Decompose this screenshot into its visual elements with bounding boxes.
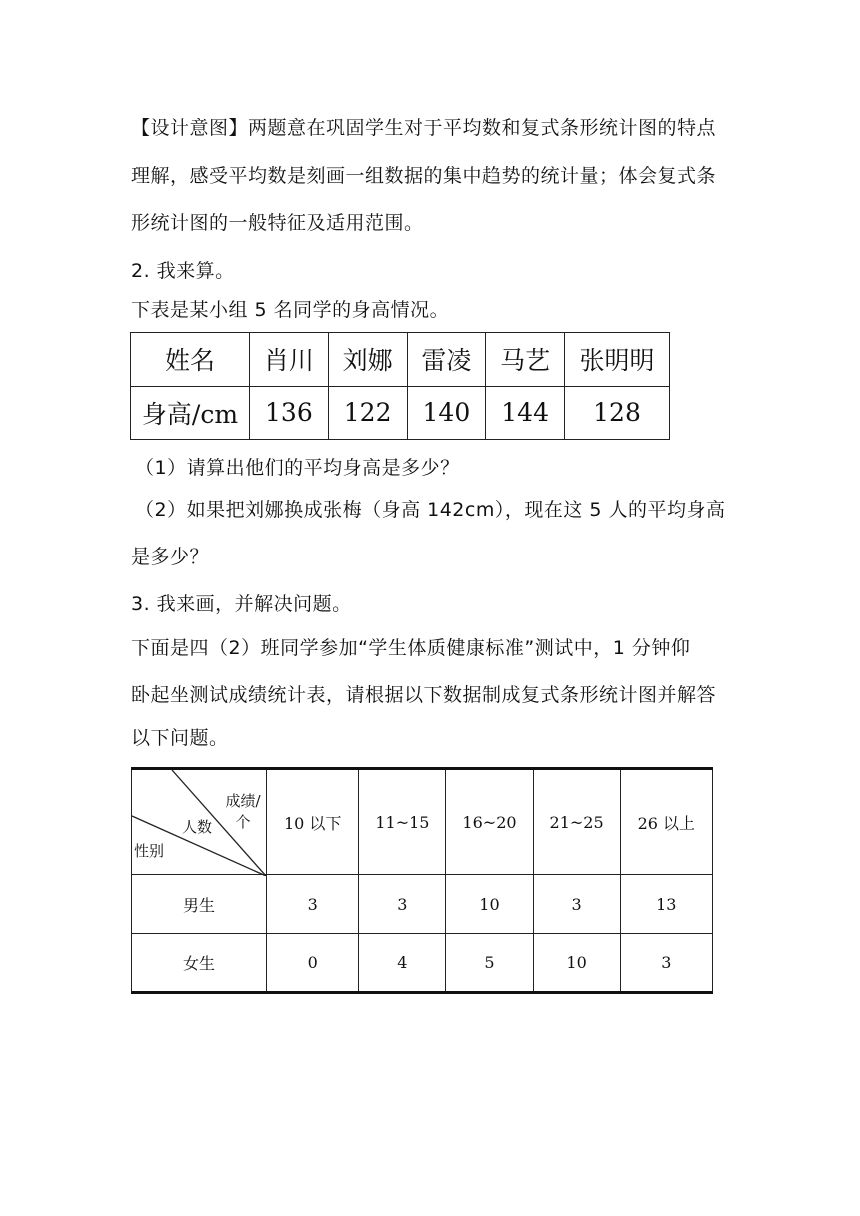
- question-2-sub-2-line-1: （2）如果把刘娜换成张梅（身高 142cm），现在这 5 人的平均身高: [135, 499, 726, 521]
- student-height: 140: [407, 386, 486, 440]
- student-name: 雷凌: [407, 333, 486, 387]
- score-table-row-boys: [132, 875, 713, 934]
- table-cell: 10: [446, 875, 533, 934]
- corner-label-gender: 性别: [134, 842, 165, 860]
- table-cell: 3: [359, 875, 446, 934]
- corner-label-count: 人数: [182, 818, 213, 836]
- question-3-intro-line-3: 以下问题。: [131, 727, 229, 749]
- table-cell: 3: [267, 875, 359, 934]
- student-height: 122: [328, 386, 407, 440]
- score-column-header: 26 以上: [620, 769, 712, 875]
- score-table-header-row: [132, 769, 713, 875]
- height-table: [130, 332, 670, 440]
- score-column-header: 10 以下: [267, 769, 359, 875]
- table-cell: 4: [359, 934, 446, 993]
- design-intent-line-1: 【设计意图】两题意在巩固学生对于平均数和复式条形统计图的特点: [131, 117, 717, 139]
- question-2-sub-1: （1）请算出他们的平均身高是多少？: [135, 457, 460, 479]
- situp-score-table-wrap: [131, 767, 713, 992]
- table-cell: 0: [267, 934, 359, 993]
- question-2-sub-2-line-2: 是多少？: [131, 546, 210, 568]
- student-name: 张明明: [565, 333, 670, 387]
- student-height: 136: [250, 386, 329, 440]
- question-3-intro-line-2: 卧起坐测试成绩统计表，请根据以下数据制成复式条形统计图并解答: [131, 684, 717, 706]
- table-cell: 3: [533, 875, 620, 934]
- student-name: 马艺: [486, 333, 565, 387]
- situp-score-table: [131, 767, 713, 994]
- height-table-height-row: [131, 386, 670, 440]
- corner-label-score: 成绩/个: [225, 792, 261, 831]
- question-3-intro-line-1: 下面是四（2）班同学参加“学生体质健康标准”测试中，1 分钟仰: [131, 637, 691, 659]
- height-table-name-row: [131, 333, 670, 387]
- student-name: 刘娜: [328, 333, 407, 387]
- table-cell: 3: [620, 934, 712, 993]
- height-table-row-label: 身高/cm: [131, 386, 250, 440]
- height-table-header-label: 姓名: [131, 333, 250, 387]
- table-cell: 10: [533, 934, 620, 993]
- student-height: 128: [565, 386, 670, 440]
- design-intent-line-2: 理解，感受平均数是刻画一组数据的集中趋势的统计量；体会复式条: [131, 165, 717, 187]
- score-column-header: 21~25: [533, 769, 620, 875]
- row-label-boys: 男生: [132, 875, 267, 934]
- question-3-title: 3. 我来画，并解决问题。: [131, 593, 352, 615]
- student-height: 144: [486, 386, 565, 440]
- score-table-row-girls: [132, 934, 713, 993]
- table-cell: 13: [620, 875, 712, 934]
- score-column-header: 16~20: [446, 769, 533, 875]
- design-intent-line-3: 形统计图的一般特征及适用范围。: [131, 212, 424, 234]
- score-table-corner-cell: [132, 769, 267, 875]
- row-label-girls: 女生: [132, 934, 267, 993]
- table-cell: 5: [446, 934, 533, 993]
- student-name: 肖川: [250, 333, 329, 387]
- question-2-title: 2. 我来算。: [131, 260, 235, 282]
- question-2-intro: 下表是某小组 5 名同学的身高情况。: [131, 299, 450, 321]
- score-column-header: 11~15: [359, 769, 446, 875]
